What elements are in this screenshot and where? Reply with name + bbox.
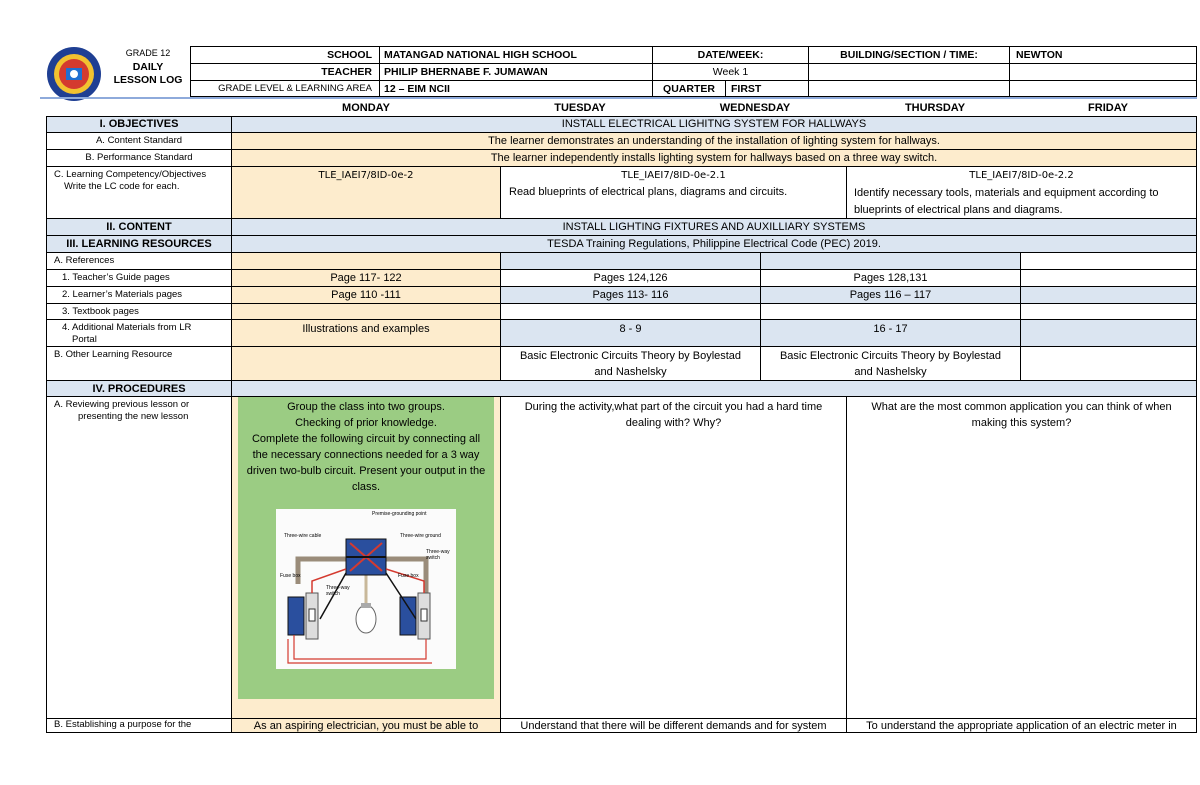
procedure-b-thursday: To understand the appropriate application of an electric meter in	[866, 720, 1177, 732]
procedure-a-thursday-line1: What are the most common application you can think of when	[871, 401, 1172, 413]
day-friday: FRIDAY	[1088, 102, 1128, 114]
figure-label-right-fuse: Fuse box	[398, 573, 419, 579]
quarter-value: FIRST	[731, 83, 762, 95]
teacher-value: PHILIP BHERNABE F. JUMAWAN	[384, 66, 548, 78]
procedure-a-tuesday-line2: dealing with? Why?	[625, 417, 722, 429]
teachers-guide-thursday: Pages 128,131	[853, 272, 928, 284]
figure-label-left: Three-wire cable	[284, 533, 322, 539]
lc-tuesday-code: TLE_IAEI7/8ID-0e-2.1	[621, 170, 726, 181]
resources-value: TESDA Training Regulations, Philippine Electrical Code (PEC) 2019.	[547, 238, 881, 250]
figure-label-right-switch: Three-way switch	[426, 549, 450, 561]
performance-standard-label: B. Performance Standard	[85, 152, 193, 163]
grade-area-label: GRADE LEVEL & LEARNING AREA	[218, 83, 372, 94]
lc-tuesday-text: Read blueprints of electrical plans, diagrams and circuits.	[509, 186, 788, 198]
other-resource-tuesday-line1: Basic Electronic Circuits Theory by Boylestad	[519, 350, 742, 362]
lc-thursday-text: Identify necessary tools, materials and equipment according to blueprints of electrical plans and diagrams.	[854, 187, 1159, 216]
three-way-circuit-figure	[276, 509, 456, 669]
figure-label-mid: Three-way switch	[326, 585, 350, 597]
school-label: SCHOOL	[327, 49, 372, 61]
day-tuesday: TUESDAY	[554, 102, 606, 114]
content-standard-label: A. Content Standard	[95, 135, 183, 146]
other-resource-tuesday-line2: and Nashelsky	[594, 366, 667, 378]
other-resource-label: B. Other Learning Resource	[54, 349, 173, 360]
day-thursday: THURSDAY	[904, 102, 966, 114]
teachers-guide-tuesday: Pages 124,126	[593, 272, 668, 284]
teachers-guide-label: 1. Teacher’s Guide pages	[62, 272, 170, 283]
teachers-guide-monday: Page 117- 122	[330, 272, 402, 284]
procedure-a-monday-line6: class.	[351, 481, 381, 493]
procedure-a-monday-line4: the necessary connections needed for a 3 way	[252, 449, 480, 461]
procedure-a-tuesday-line1: During the activity,what part of the circuit you had a hard time	[524, 401, 823, 413]
lc-label-line1: C. Learning Competency/Objectives	[54, 169, 207, 180]
lc-label-line2: Write the LC code for each.	[64, 181, 180, 192]
section-value: NEWTON	[1016, 49, 1063, 61]
procedures-heading: IV. PROCEDURES	[92, 383, 186, 395]
additional-materials-label-line2: Portal	[72, 334, 97, 345]
content-standard-value: The learner demonstrates an understanding of the installation of lighting system for hallways.	[488, 135, 940, 147]
objectives-heading: I. OBJECTIVES	[99, 118, 179, 130]
other-resource-thursday-line1: Basic Electronic Circuits Theory by Boylestad	[779, 350, 1002, 362]
references-label: A. References	[54, 255, 115, 266]
quarter-label: QUARTER	[663, 83, 715, 95]
other-resource-thursday-line2: and Nashelsky	[854, 366, 927, 378]
procedure-b-tuesday: Understand that there will be different demands and for system	[520, 720, 827, 732]
procedure-a-monday-line5: driven two-bulb circuit. Present your output in the	[246, 465, 486, 477]
figure-label-left-fuse: Fuse box	[280, 573, 301, 579]
performance-standard-value: The learner independently installs lighting system for hallways based on a three way switch.	[490, 152, 938, 164]
school-value: MATANGAD NATIONAL HIGH SCHOOL	[384, 49, 577, 61]
week-value: Week 1	[712, 66, 749, 78]
building-label: BUILDING/SECTION / TIME:	[840, 49, 978, 61]
learners-materials-label: 2. Learner’s Materials pages	[62, 289, 183, 300]
learners-materials-tuesday: Pages 113- 116	[592, 289, 669, 301]
procedure-a-monday-line3: Complete the following circuit by connecting all	[251, 433, 481, 445]
additional-materials-thursday: 16 - 17	[873, 323, 908, 335]
resources-heading: III. LEARNING RESOURCES	[66, 238, 212, 250]
header-rule	[40, 97, 1197, 99]
grade-area-value: 12 – EIM NCII	[384, 83, 450, 95]
content-value: INSTALL LIGHTING FIXTURES AND AUXILLIARY SYSTEMS	[562, 221, 866, 233]
doc-title-line2: LESSON LOG	[113, 74, 183, 86]
content-heading: II. CONTENT	[106, 221, 172, 233]
additional-materials-tuesday: 8 - 9	[619, 323, 642, 335]
procedure-a-monday-line1: Group the class into two groups.	[287, 401, 445, 413]
procedure-a-thursday-line2: making this system?	[971, 417, 1072, 429]
day-wednesday: WEDNESDAY	[719, 102, 791, 114]
procedure-a-label-line2: presenting the new lesson	[78, 411, 189, 422]
learners-materials-monday: Page 110 -111	[331, 289, 401, 301]
additional-materials-monday: Illustrations and examples	[302, 323, 430, 335]
day-monday: MONDAY	[342, 102, 390, 114]
procedure-a-label-line1: A. Reviewing previous lesson or	[54, 399, 190, 410]
deped-seal-logo	[46, 46, 102, 102]
textbook-label: 3. Textbook pages	[62, 306, 139, 317]
figure-label-right: Three-wire ground	[400, 533, 441, 539]
learners-materials-thursday: Pages 116 – 117	[849, 289, 932, 301]
grade-label: GRADE 12	[125, 48, 171, 58]
lc-thursday-code: TLE_IAEI7/8ID-0e-2.2	[969, 170, 1074, 181]
teacher-label: TEACHER	[321, 66, 372, 78]
date-week-label: DATE/WEEK:	[697, 49, 764, 61]
procedure-b-monday: As an aspiring electrician, you must be able to	[253, 720, 479, 732]
procedure-a-monday-line2: Checking of prior knowledge.	[295, 417, 437, 429]
lc-monday: TLE_IAEI7/8ID-0e-2	[318, 170, 414, 181]
figure-label-top: Premise-grounding point	[372, 511, 427, 517]
additional-materials-label-line1: 4. Additional Materials from LR	[62, 322, 192, 333]
objectives-value: INSTALL ELECTRICAL LIGHITNG SYSTEM FOR HALLWAYS	[561, 118, 867, 130]
procedure-b-label: B. Establishing a purpose for the	[54, 719, 192, 730]
doc-title-line1: DAILY	[132, 61, 164, 73]
